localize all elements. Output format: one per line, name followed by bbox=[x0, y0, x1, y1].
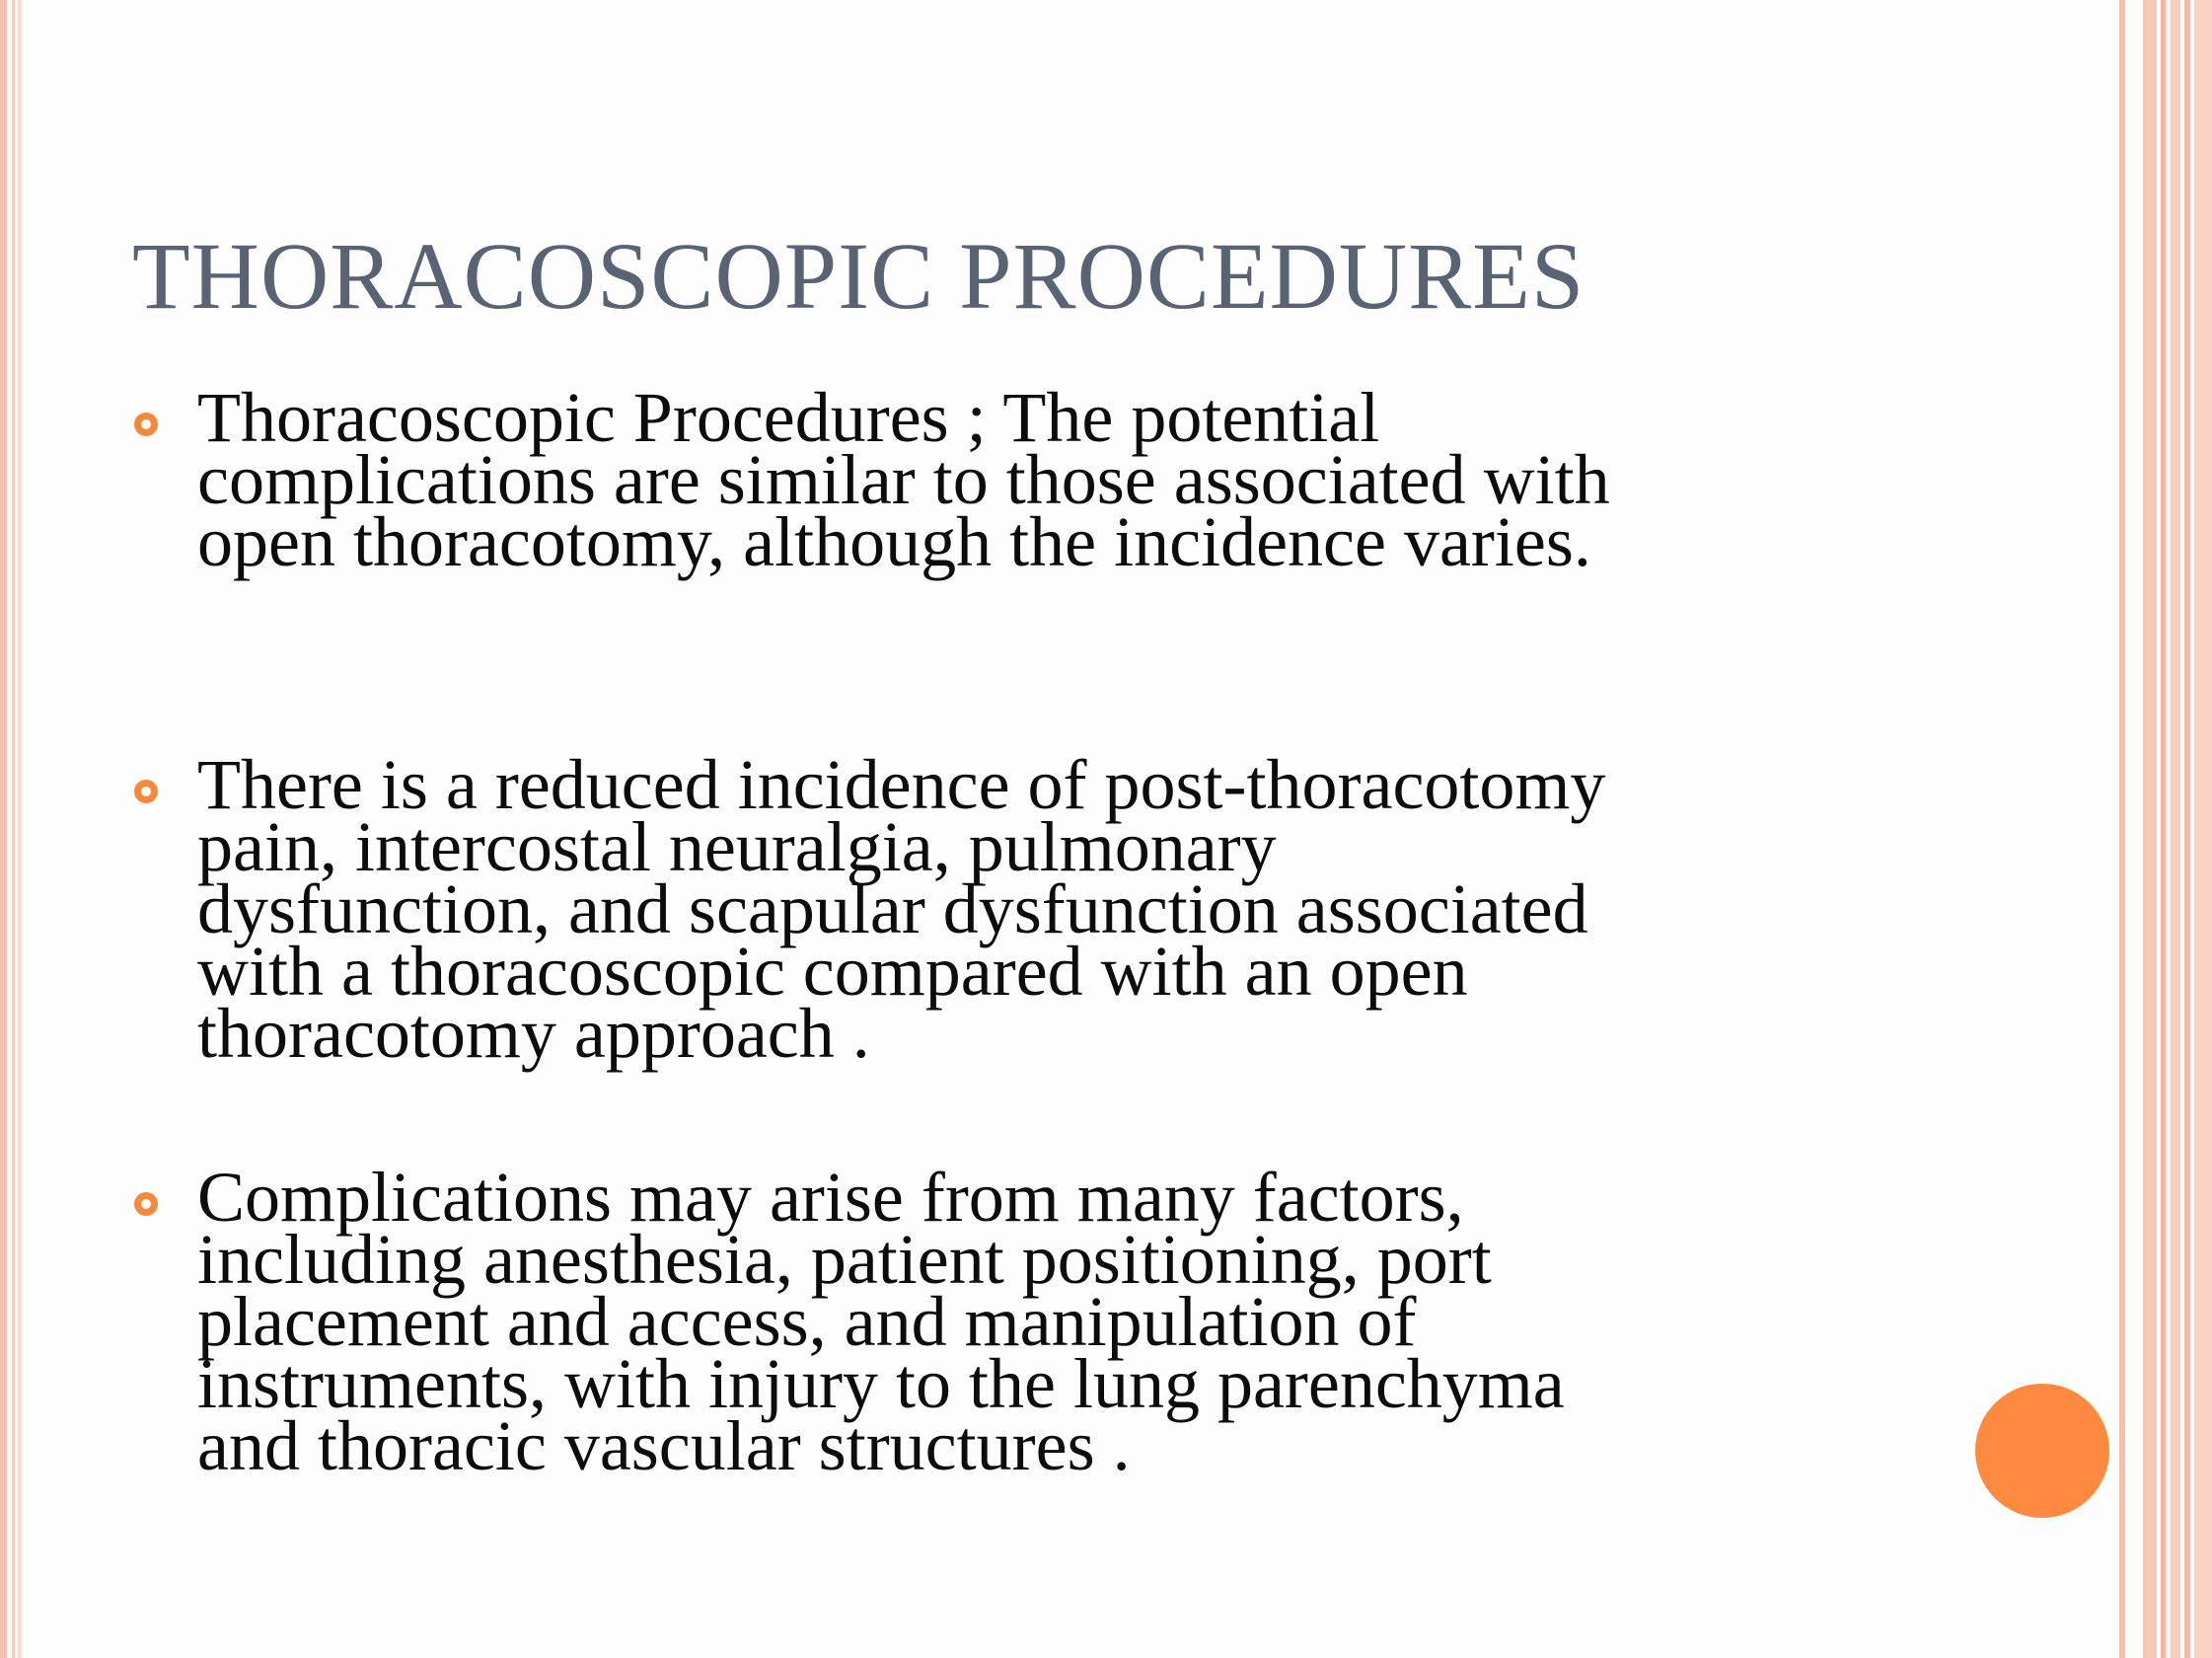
right-border-stripe bbox=[2119, 0, 2125, 1658]
right-border-stripe bbox=[2161, 0, 2166, 1658]
bullet-marker-icon bbox=[134, 780, 158, 803]
bullet-item bbox=[197, 1158, 1954, 1485]
right-border-stripe bbox=[2171, 0, 2180, 1658]
right-border-stripe bbox=[2194, 0, 2212, 1658]
bullet-item bbox=[197, 378, 1954, 581]
bullet-text-line: Thoracoscopic Procedures ; The potential bbox=[197, 378, 1380, 457]
right-border-stripe bbox=[2184, 0, 2190, 1658]
bullet-text-line: There is a reduced incidence of post-thoracotomy bbox=[197, 745, 1606, 824]
bullet-text-line: pain, intercostal neuralgia, pulmonary bbox=[197, 807, 1277, 886]
left-border-stripe bbox=[0, 0, 7, 1658]
bullet-marker-icon bbox=[134, 413, 158, 436]
bullet-text-line: Complications may arise from many factors, bbox=[197, 1158, 1464, 1237]
left-border-stripe bbox=[12, 0, 15, 1658]
bullet-text-line: and thoracic vascular structures . bbox=[197, 1406, 1131, 1485]
bullet-text-line: including anesthesia, patient positioning, port bbox=[197, 1220, 1492, 1299]
bullet-text-line: open thoracotomy, although the incidence varies. bbox=[197, 502, 1591, 581]
slide-title: THORACOSCOPIC PROCEDURES bbox=[132, 223, 1585, 329]
left-border-stripe bbox=[18, 0, 22, 1658]
bullet-text-line: placement and access, and manipulation of bbox=[197, 1282, 1417, 1361]
bullet-text-line: instruments, with injury to the lung parenchyma bbox=[197, 1344, 1565, 1423]
bullet-item bbox=[197, 745, 1954, 1073]
decorative-circle-icon bbox=[1975, 1384, 2109, 1518]
bullet-text-line: dysfunction, and scapular dysfunction associated bbox=[197, 869, 1588, 948]
bullet-text-line: thoracotomy approach . bbox=[197, 994, 870, 1073]
right-border-stripe bbox=[2143, 0, 2157, 1658]
bullet-text-line: with a thoracoscopic compared with an open bbox=[197, 932, 1468, 1011]
bullet-marker-icon bbox=[134, 1192, 158, 1216]
bullet-text-line: complications are similar to those associated with bbox=[197, 440, 1610, 519]
